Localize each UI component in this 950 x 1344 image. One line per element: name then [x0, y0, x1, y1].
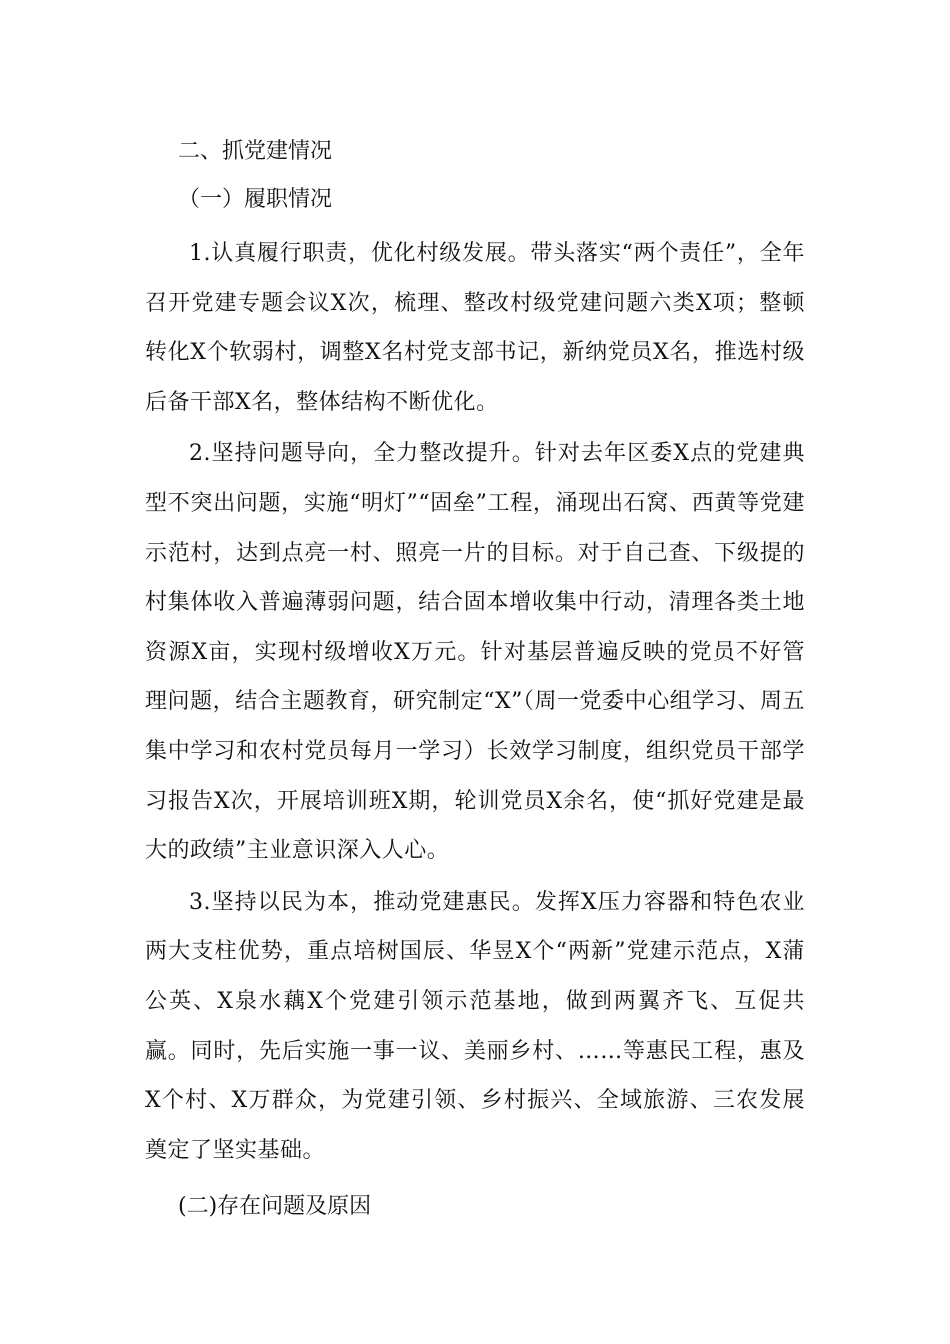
subsection-heading-problems: (二)存在问题及原因	[178, 1194, 372, 1220]
document-body	[145, 130, 805, 1227]
subsection-heading-duties: （一）履职情况	[178, 187, 333, 212]
paragraph-3: 3.坚持以民为本，推动党建惠民。发挥X压力容器和特色农业两大支柱优势，重点培树国辰、华昱X个“两新”党建示范点，X蒲公英、X泉水藕X个党建引领示范基地，做到两翼齐飞、互促共赢。同时，先后实施一事一议、美丽乡村、……等惠民工程，惠及X个村、X万群众，为党建引领、乡村振兴、全域旅游、三农发展奠定了坚实基础。	[145, 889, 805, 1163]
paragraph-2: 2.坚持问题导向，全力整改提升。针对去年区委X点的党建典型不突出问题，实施“明灯”“固垒”工程，涌现出石窝、西黄等党建示范村，达到点亮一村、照亮一片的目标。对于自己查、下级提的村集体收入普遍薄弱问题，结合固本增收集中行动，清理各类土地资源X亩，实现村级增收X万元。针对基层普遍反映的党员不好管理问题，结合主题教育，研究制定“X”（周一党委中心组学习、周五集中学习和农村党员每月一学习）长效学习制度，组织党员干部学习报告X次，开展培训班X期，轮训党员X余名，使“抓好党建是最大的政绩”主业意识深入人心。	[145, 441, 805, 864]
paragraph-1: 1.认真履行职责，优化村级发展。带头落实“两个责任”，全年召开党建专题会议X次，梳理、整改村级党建问题六类X项；整顿转化X个软弱村，调整X名村党支部书记，新纳党员X名，推选村级后备干部X名，整体结构不断优化。	[145, 241, 805, 415]
section-heading: 二、抓党建情况	[178, 139, 333, 164]
